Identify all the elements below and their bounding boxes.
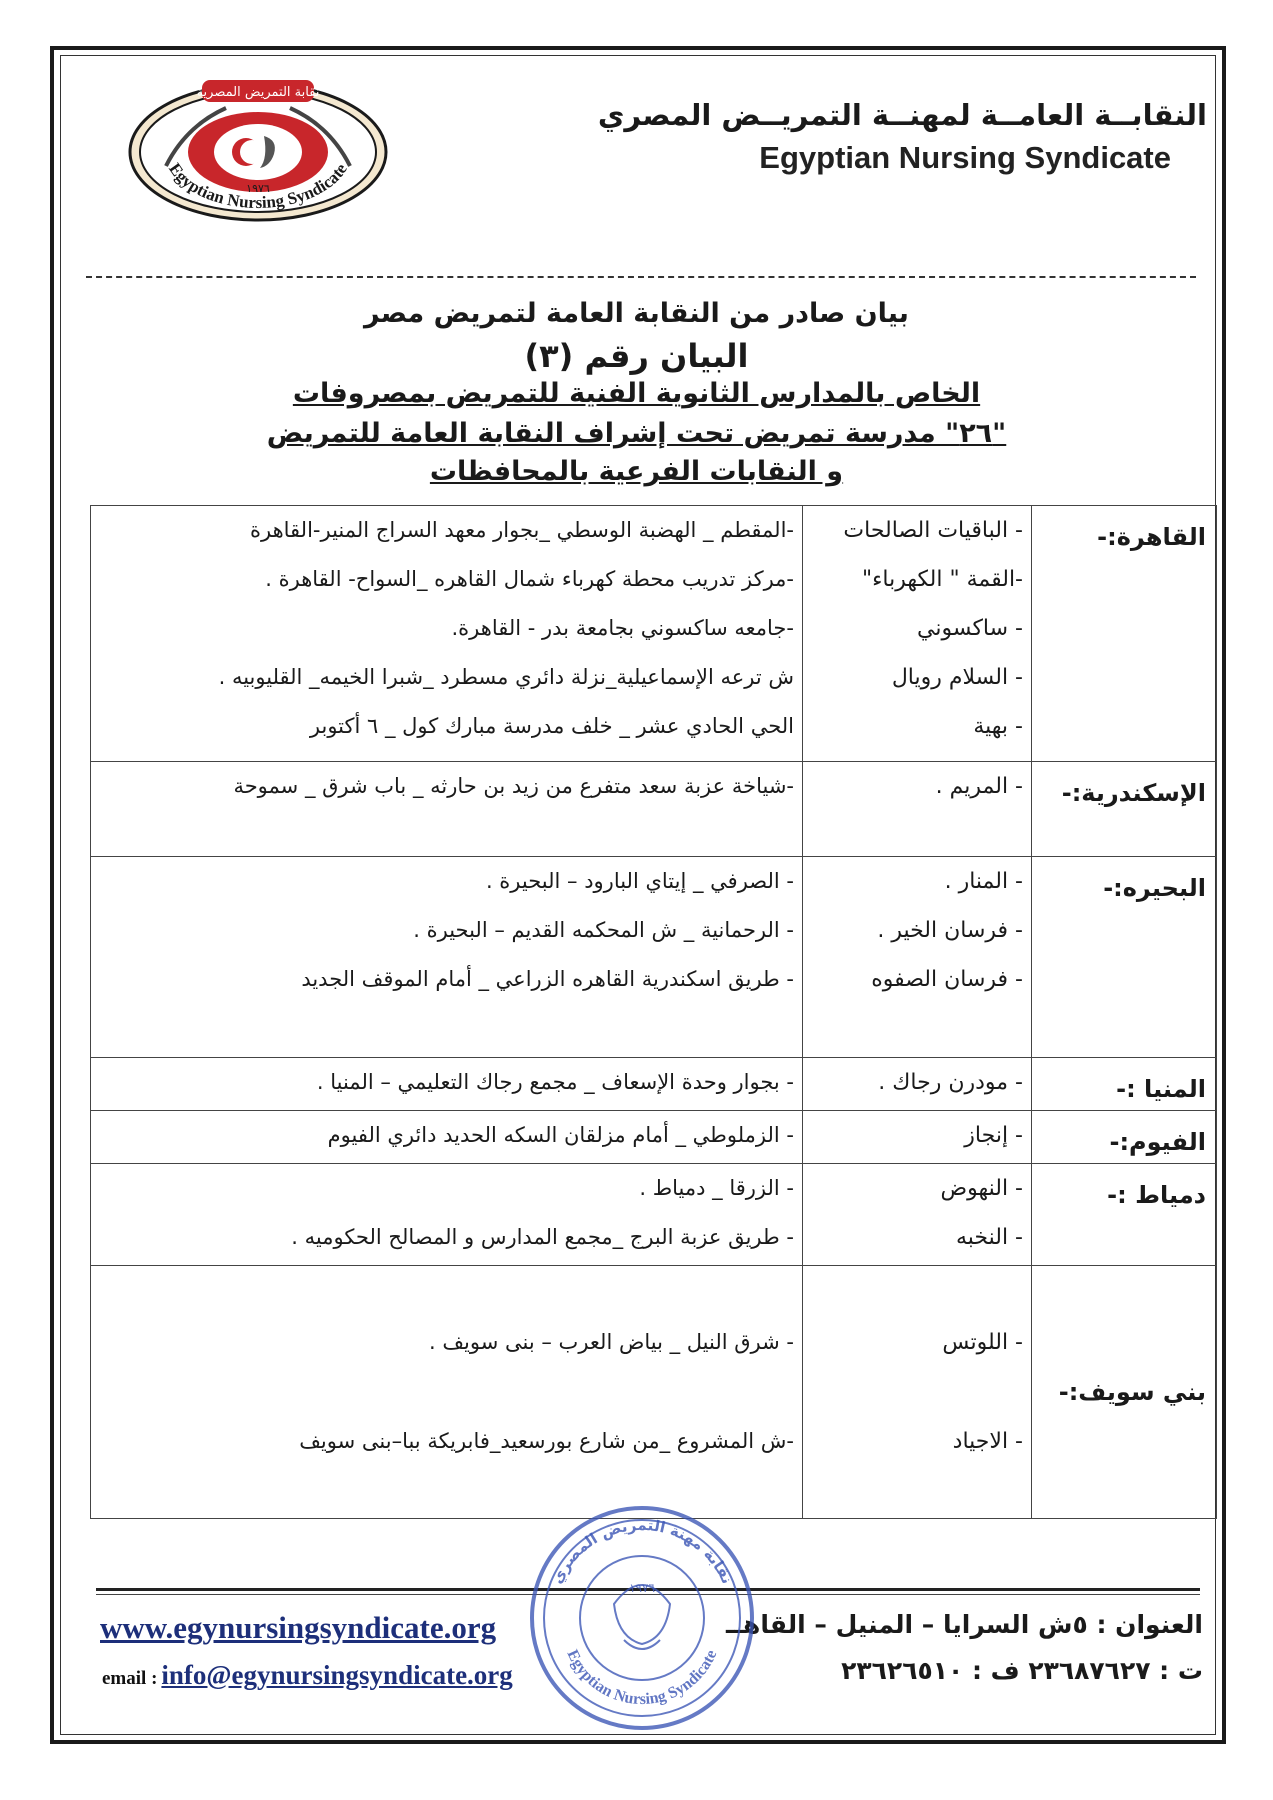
table-row <box>91 1058 1217 1111</box>
table-row <box>91 506 1217 762</box>
school-address: - الصرفي _ إيتاي البارود – البحيرة . <box>485 869 794 893</box>
school-names-cell <box>803 1111 1032 1164</box>
statement-number: البيان رقم (٣) <box>524 337 749 375</box>
schools-table <box>90 505 1217 1519</box>
org-name-english: Egyptian Nursing Syndicate <box>759 140 1171 175</box>
logo-ring-text: Egyptian Nursing Syndicate <box>165 159 351 213</box>
stamp-outer-text: نقابة مهنة التمريض المصري <box>547 1515 737 1587</box>
statement-issuer: بيان صادر من النقابة العامة لتمريض مصر <box>364 298 909 329</box>
school-addresses-cell <box>91 1111 803 1164</box>
email-line <box>102 1660 513 1691</box>
school-name: - النخبه <box>955 1225 1023 1250</box>
school-name: - فرسان الخير . <box>877 918 1023 943</box>
school-address: ش ترعه الإسماعيلية_نزلة دائري مسطرد _شبرا الخيمه_ القليوبيه . <box>218 665 794 689</box>
school-address: - الرحمانية _ ش المحكمه القديم – البحيرة . <box>413 918 794 942</box>
table-row <box>91 857 1217 1058</box>
school-addresses-cell <box>91 762 803 857</box>
email-link[interactable]: info@egynursingsyndicate.org <box>161 1660 513 1690</box>
governorate-cell: الإسكندرية:- <box>1032 762 1217 857</box>
table-row <box>91 762 1217 857</box>
school-name: - مودرن رجاك . <box>878 1070 1023 1095</box>
stamp-inner-text: Egyptian Nursing Syndicate <box>563 1647 721 1709</box>
school-address: -مركز تدريب محطة كهرباء شمال القاهره _السواح- القاهرة . <box>265 567 794 591</box>
governorate-cell: المنيا :- <box>1032 1058 1217 1111</box>
table-row <box>91 1164 1217 1266</box>
governorate-cell: القاهرة:- <box>1032 506 1217 762</box>
school-name: - السلام رويال <box>891 665 1023 690</box>
school-names-cell <box>803 857 1032 1058</box>
table-row <box>91 1111 1217 1164</box>
org-name-arabic: النقابــة العامــة لمهنــة التمريــض المصري <box>597 98 1207 132</box>
statement-subject: الخاص بالمدارس الثانوية الفنية للتمريض بمصروفات <box>292 378 981 409</box>
school-address: - الزملوطي _ أمام مزلقان السكه الحديد دائري الفيوم <box>327 1123 794 1147</box>
school-address: -المقطم _ الهضبة الوسطي _بجوار معهد السراج المنير-القاهرة <box>249 518 794 542</box>
table-row <box>91 1266 1217 1519</box>
school-address: - طريق عزبة البرج _مجمع المدارس و المصالح الحكوميه . <box>291 1225 794 1249</box>
school-names-cell <box>803 1164 1032 1266</box>
school-name: - المنار . <box>944 869 1023 894</box>
school-address: - شرق النيل _ بياض العرب – بنى سويف . <box>428 1330 794 1354</box>
school-names-cell <box>803 1058 1032 1111</box>
school-name: - النهوض <box>940 1176 1023 1201</box>
school-names-cell <box>803 1266 1032 1519</box>
governorate-cell: البحيره:- <box>1032 857 1217 1058</box>
school-names-cell <box>803 506 1032 762</box>
school-name: - ساكسوني <box>917 616 1023 641</box>
school-name: -القمة " الكهرباء" <box>861 567 1023 592</box>
school-addresses-cell <box>91 1058 803 1111</box>
school-name: - إنجاز <box>964 1123 1023 1148</box>
stamp-year: ١٩٧٦ <box>629 1581 655 1595</box>
school-address: -ش المشروع _من شارع بورسعيد_فابريكة ببا–بنى سويف <box>299 1429 794 1453</box>
school-name: - الاجياد <box>952 1429 1023 1454</box>
school-address: -شياخة عزبة سعد متفرع من زيد بن حارثه _ باب شرق _ سموحة <box>233 774 794 798</box>
governorate-cell: دمياط :- <box>1032 1164 1217 1266</box>
school-address: - طريق اسكندرية القاهره الزراعي _ أمام الموقف الجديد <box>301 967 794 991</box>
school-addresses-cell <box>91 506 803 762</box>
logo-top-text: نقابة التمريض المصرية <box>196 85 320 100</box>
school-name: - المريم . <box>935 774 1023 799</box>
school-addresses-cell <box>91 1164 803 1266</box>
governorate-cell: بني سويف:- <box>1032 1266 1217 1519</box>
school-names-cell <box>803 762 1032 857</box>
school-address: - الزرقا _ دمياط . <box>639 1176 794 1200</box>
school-address: الحي الحادي عشر _ خلف مدرسة مبارك كول _ ٦ أكتوبر <box>309 714 794 738</box>
school-addresses-cell <box>91 1266 803 1519</box>
syndicate-stamp <box>524 1500 760 1736</box>
website-link[interactable]: www.egynursingsyndicate.org <box>100 1610 497 1645</box>
school-address: -جامعه ساكسوني بجامعة بدر - القاهرة. <box>451 616 794 640</box>
statement-subject-count: "٢٦" مدرسة تمريض تحت إشراف النقابة العامة للتمريض <box>266 418 1007 449</box>
school-name: - الباقيات الصالحات <box>843 518 1023 543</box>
email-label: email : <box>102 1668 158 1689</box>
postal-address: العنوان : ٥ش السرايا – المنيل – القاهــ <box>725 1610 1203 1639</box>
statement-subject-tail: و النقابات الفرعية بالمحافظات <box>429 456 844 487</box>
school-address: - بجوار وحدة الإسعاف _ مجمع رجاك التعليمي – المنيا . <box>316 1070 794 1094</box>
school-name: - فرسان الصفوه <box>871 967 1023 992</box>
school-addresses-cell <box>91 857 803 1058</box>
header-divider <box>86 276 1196 278</box>
school-name: - اللوتس <box>942 1330 1023 1355</box>
phone-fax: ت : ٢٣٦٨٧٦٢٧ ف : ٢٣٦٢٦٥١٠ <box>841 1656 1203 1685</box>
school-name: - بهية <box>973 714 1023 739</box>
syndicate-logo <box>126 76 390 224</box>
logo-year: ١٩٧٦ <box>246 182 270 195</box>
governorate-cell: الفيوم:- <box>1032 1111 1217 1164</box>
